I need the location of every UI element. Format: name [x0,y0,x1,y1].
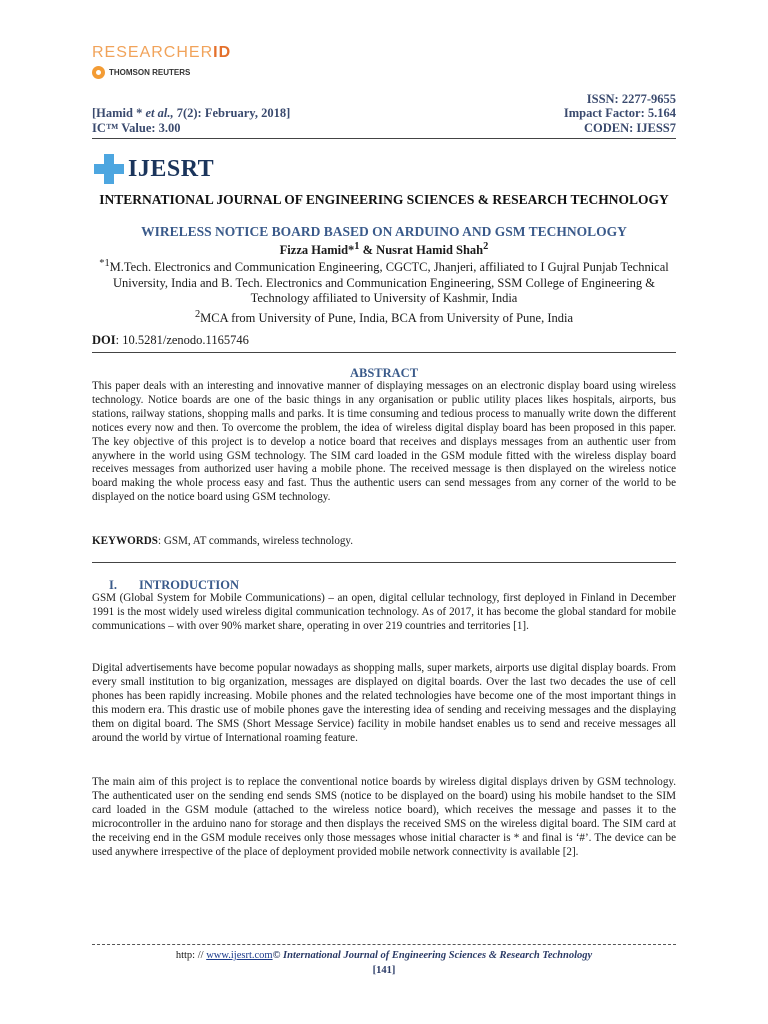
coden: CODEN: IJESS7 [583,121,676,135]
intro-paragraph-1: GSM (Global System for Mobile Communications) – an open, digital cellular technology, first deployed in Finland in December 1991 is the most widely used wireless digital communication technology. As of 2017, it has become the global standard for mobile communications – with over 90% market share, operating in over 219 countries and territories [1]. [92,592,676,632]
researcherid-wordmark: RESEARCHERID [92,44,232,61]
author-affiliations [92,256,676,326]
footer-rule [92,944,676,945]
ic-value: IC™ Value: 3.00 [92,121,181,135]
page-number: [141] [372,965,396,976]
thomson-reuters-icon [92,66,105,79]
keywords-rule [92,562,676,563]
publisher-name: THOMSON REUTERS [109,68,191,77]
journal-abbr: IJESRT [128,155,215,182]
affiliation-1: $^{*1}$M.Tech. Electronics and Communication Engineering, CGCTC, Jhanjeri, affiliated to I Gujral Punjab Technical University, India and B. Tech. Electronics and Communication Engineering, SSM College of Engineering & Technology affiliated to University of Kashmir, India [99,258,669,306]
journal-url-link[interactable]: www.ijesrt.com [206,950,273,961]
intro-paragraph-3: The main aim of this project is to replace the conventional notice boards by wireless digital displays driven by GSM technology. The authenticated user on the sending end sends SMS (notice to be displayed on the board) using his mobile handset to the SIM card loaded in the GSM module (attached to the wireless notice board), which receives the message and passes it to the microcontroller in the arduino nano for storage and then displays the received SMS on the wireless digital board. The SIM card at the receiving end in the GSM module receives only those messages whose initial character is * and final is ‘#’. The device can be used anywhere irrespective of the place of deployment provided mobile network connectivity is available [2]. [92,776,676,858]
thomson-reuters-mark [92,66,231,79]
researcherid-logo [92,44,231,79]
journal-logo [92,152,214,186]
intro-paragraph-2: Digital advertisements have become popular nowadays as shopping malls, super markets, airports use digital display boards. From every small institution to big organization, messages are displayed on digital boards. Over the last two decades the use of cell phones has been rapidly increasing. Mobile phones and the related technologies have become one of the most important things in this modern era. This drastic use of mobile phones gave the interesting idea of sending and receiving messages and the displaying them on digital board. The SMS (Short Message Service) facility in mobile handset enables us to send and receive messages all around the world by virtue of International roaming feature. [92,662,676,744]
section-heading-introduction: I. INTRODUCTION [109,578,240,592]
citation: [Hamid * et al., 7(2): February, 2018] [92,106,291,120]
header-rule [92,138,676,139]
doi-rule [92,352,676,353]
doi: DOI: 10.5281/zenodo.1165746 [92,333,249,347]
impact-factor: Impact Factor: 5.164 [563,106,676,120]
issn: ISSN: 2277-9655 [586,92,676,106]
paper-authors: Fizza Hamid*$^1$ & Nusrat Hamid Shah$^2$ [279,241,489,258]
keywords: KEYWORDS: GSM, AT commands, wireless technology. [92,535,354,547]
plus-icon [92,152,126,186]
footer-line: http: // www.ijesrt.com© International Journal of Engineering Sciences & Research Technology [175,950,593,961]
abstract-text: This paper deals with an interesting and innovative manner of displaying messages on an electronic display board using wireless technology. Notice boards are one of the basic things in any organisation or public utility places likes hospitals, airports, bus stations, railway stations, shopping malls and parks. It is time consuming and tedious process to manually write down the different notices every now and then. To overcome the problem, the idea of wireless digital display board has been proposed in this paper. The key objective of this project is to develop a notice board that receives and displays messages from an authentic user from anywhere in the world using GSM technology. The SIM card loaded in the GSM module fitted with the wireless display board receives messages from authorized user having a mobile phone. The received message is then displayed on the wireless notice board making the whole process easy and fast. Thus the authentic users can send messages from any corner of the world to be displayed on the notice board using GSM technology. [92,380,676,504]
paper-title: WIRELESS NOTICE BOARD BASED ON ARDUINO AND GSM TECHNOLOGY [141,224,627,239]
abstract-heading: ABSTRACT [349,366,419,380]
journal-name: INTERNATIONAL JOURNAL OF ENGINEERING SCIENCES & RESEARCH TECHNOLOGY [99,192,669,207]
affiliation-2: $^2$MCA from University of Pune, India, BCA from University of Pune, India [194,308,574,325]
